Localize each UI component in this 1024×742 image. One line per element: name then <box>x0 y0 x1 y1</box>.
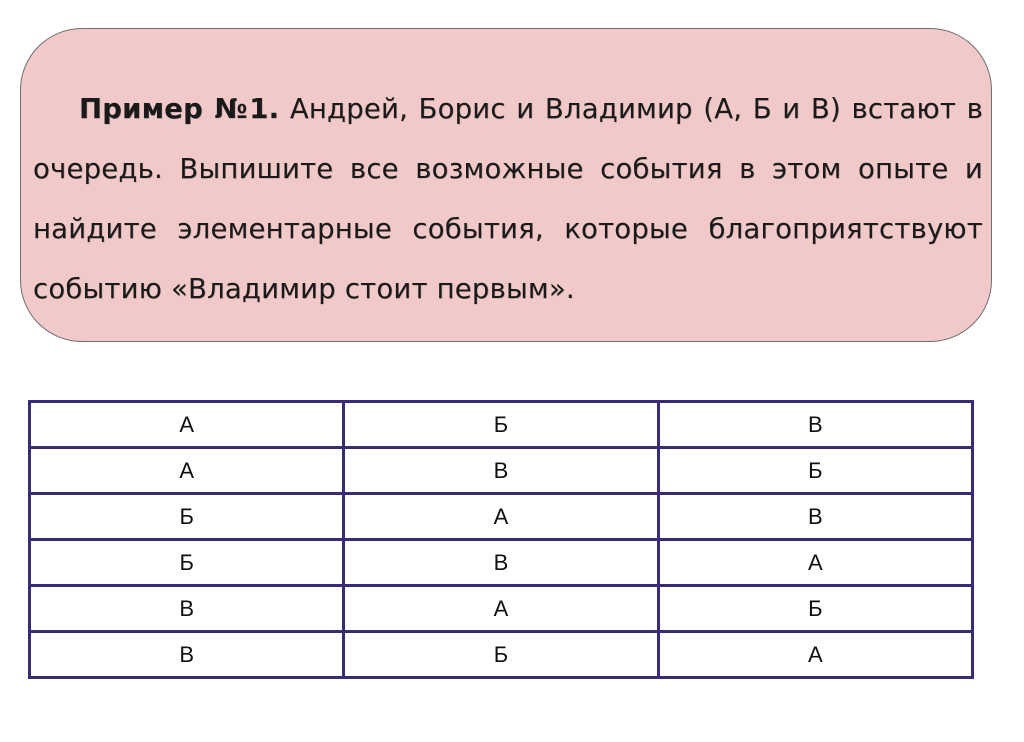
table-cell: В <box>658 494 972 540</box>
table-row <box>30 494 973 540</box>
table-cell: А <box>344 494 658 540</box>
table-row <box>30 632 973 678</box>
problem-text <box>33 79 983 319</box>
table-row <box>30 586 973 632</box>
table-cell: Б <box>30 494 344 540</box>
problem-heading: Пример №1. <box>79 93 280 125</box>
table-cell: Б <box>658 448 972 494</box>
table-cell: А <box>30 448 344 494</box>
table-cell: В <box>344 448 658 494</box>
table-cell: В <box>30 586 344 632</box>
table-cell: А <box>344 586 658 632</box>
table-cell: В <box>658 402 972 448</box>
table-cell: Б <box>658 586 972 632</box>
problem-card <box>20 28 992 342</box>
table-cell: А <box>30 402 344 448</box>
table-cell: В <box>344 540 658 586</box>
table-row <box>30 448 973 494</box>
problem-statement: Андрей, Борис и Владимир (А, Б и В) встают в очередь. Выпишите все возможные события в этом опыте и найдите элементарные события, которые благоприятствуют событию «Владимир стоит первым». <box>33 93 983 305</box>
table-cell: В <box>30 632 344 678</box>
table-row <box>30 540 973 586</box>
table-cell: А <box>658 632 972 678</box>
table-cell: Б <box>344 632 658 678</box>
table-cell: Б <box>30 540 344 586</box>
table-cell: Б <box>344 402 658 448</box>
table-row <box>30 402 973 448</box>
outcomes-table <box>28 400 974 679</box>
table-cell: А <box>658 540 972 586</box>
